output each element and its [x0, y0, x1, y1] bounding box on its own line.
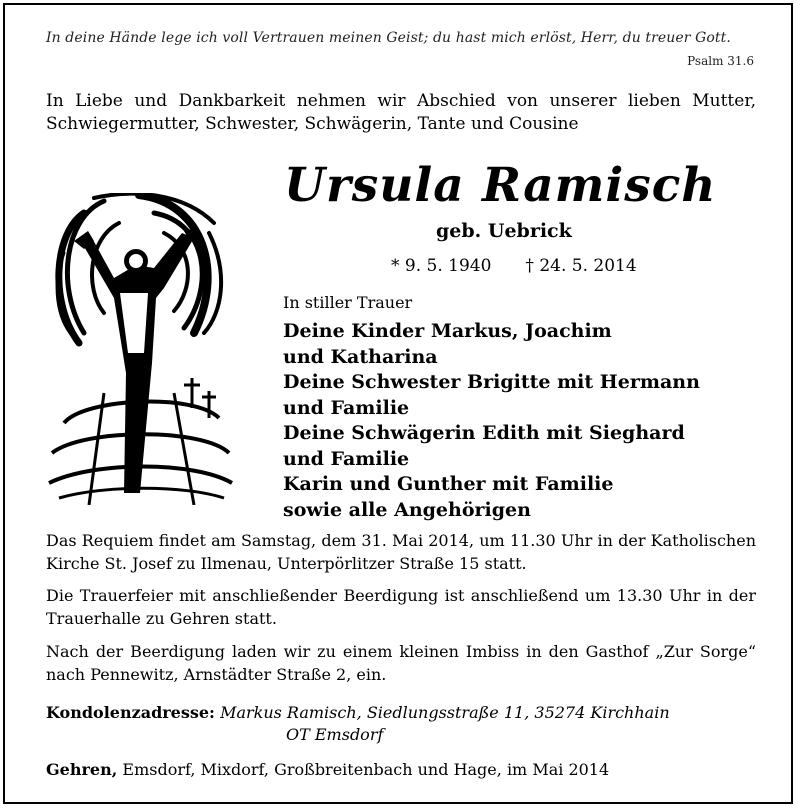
mourning-intro: In stiller Trauer — [283, 293, 413, 312]
intro-text — [46, 90, 756, 136]
condolence-address-line-2: OT Emsdorf — [286, 725, 384, 744]
intro-line-2: Schwiegermutter, Schwester, Schwägerin, Tante und Cousine — [46, 114, 579, 134]
mourners-list — [283, 319, 700, 523]
place-and-date — [46, 760, 609, 779]
mourner-line: Deine Kinder Markus, Joachim — [283, 320, 612, 342]
place-town: Gehren, — [46, 760, 118, 779]
condolence-address-line-1: Markus Ramisch, Siedlungsstraße 11, 35274 Kirchhain — [220, 703, 670, 722]
intro-line-1: In Liebe und Dankbarkeit nehmen wir Abschied von unserer lieben Mutter, — [46, 91, 756, 111]
psalm-reference: Psalm 31.6 — [687, 54, 754, 68]
death-date: † 24. 5. 2014 — [525, 256, 637, 276]
condolence-label: Kondolenzadresse: — [46, 703, 215, 722]
maiden-name: geb. Uebrick — [436, 220, 572, 242]
mourner-line: Karin und Gunther mit Familie — [283, 473, 614, 495]
mourner-line: und Familie — [283, 396, 410, 419]
life-dates — [391, 256, 637, 276]
mourner-line: und Katharina — [283, 345, 438, 368]
psalm-quote: In deine Hände lege ich voll Vertrauen meinen Geist; du hast mich erlöst, Herr, du treuer Gott. — [46, 30, 731, 46]
condolence-address — [46, 702, 670, 746]
birth-date: * 9. 5. 1940 — [391, 256, 492, 276]
place-rest: Emsdorf, Mixdorf, Großbreitenbach und Hage, im Mai 2014 — [117, 760, 610, 779]
mourner-line: Deine Schwägerin Edith mit Sieghard — [283, 422, 685, 444]
mourner-line: und Familie — [283, 447, 410, 470]
funeral-paragraph: Die Trauerfeier mit anschließender Beerdigung ist anschließend um 13.30 Uhr in der Trauerhalle zu Gehren statt. — [46, 586, 756, 628]
requiem-paragraph: Das Requiem findet am Samstag, dem 31. Mai 2014, um 11.30 Uhr in der Katholischen Kirche St. Josef zu Ilmenau, Unterpörlitzer Straße 15 statt. — [46, 531, 756, 573]
reception-paragraph: Nach der Beerdigung laden wir zu einem kleinen Imbiss in den Gasthof „Zur Sorge“ nach Pennewitz, Arnstädter Straße 2, ein. — [46, 642, 756, 684]
mourner-line: Deine Schwester Brigitte mit Hermann — [283, 371, 700, 393]
deceased-name: Ursula Ramisch — [284, 158, 717, 213]
risen-christ-illustration — [44, 193, 234, 505]
mourner-line: sowie alle Angehörigen — [283, 498, 531, 521]
